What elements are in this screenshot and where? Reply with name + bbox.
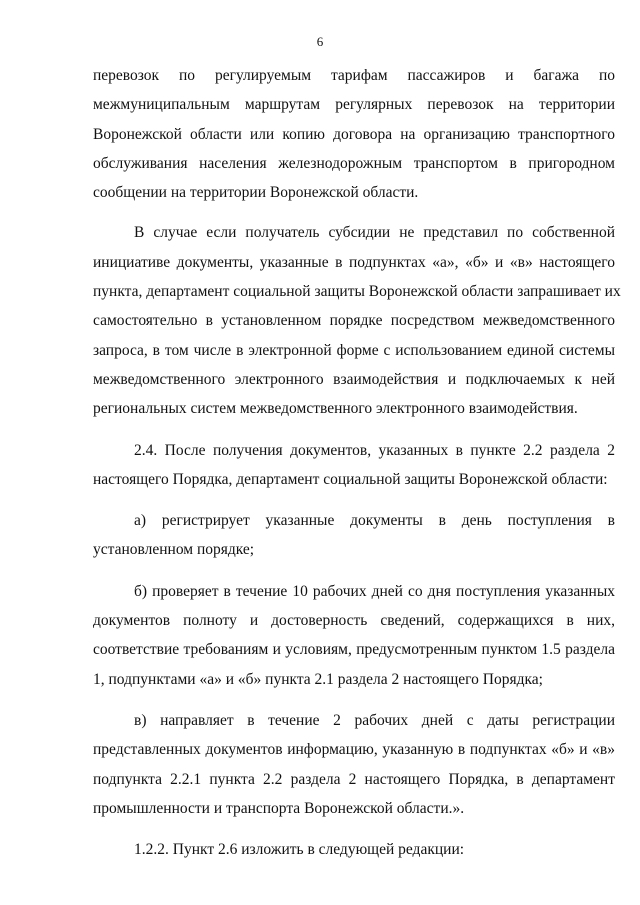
text-line: перевозок по регулируемым тарифам пассажиров и багажа по [93, 67, 615, 84]
paragraph-subclause-v [93, 706, 615, 823]
text-line: промышленности и транспорта Воронежской области.». [93, 799, 465, 817]
text-line: межведомственного электронного взаимодействия и подключаемых к ней [93, 370, 615, 388]
paragraph-clause-1-2-2 [93, 835, 615, 864]
text-line: установленном порядке; [93, 541, 255, 559]
text-line: документов полноту и достоверность сведений, содержащихся в них, [93, 612, 615, 630]
paragraph-continuation [93, 61, 615, 207]
text-line: а) регистрирует указанные документы в день поступления в [134, 512, 615, 530]
text-line: региональных систем межведомственного электронного взаимодействия. [93, 400, 578, 418]
text-line: самостоятельно в установленном порядке посредством межведомственного [93, 312, 615, 330]
text-line: 2.4. После получения документов, указанных в пункте 2.2 раздела 2 [134, 441, 615, 459]
paragraph-clause-2-4 [93, 436, 615, 495]
page-number: 6 [316, 34, 324, 49]
text-line: инициативе документы, указанные в подпунктах «а», «б» и «в» настоящего [93, 253, 615, 271]
document-body [93, 61, 621, 864]
text-line: сообщении на территории Воронежской области. [93, 184, 419, 202]
text-line: 1.2.2. Пункт 2.6 изложить в следующей редакции: [134, 841, 465, 859]
text-line: в) направляет в течение 2 рабочих дней с даты регистрации [134, 711, 615, 729]
text-line: межмуниципальным маршрутам регулярных перевозок на территории [93, 96, 615, 114]
text-line: пункта, департамент социальной защиты Воронежской области запрашивает их [93, 283, 621, 301]
text-line: представленных документов информацию, указанную в подпунктах «б» и «в» [93, 741, 615, 759]
text-line: В случае если получатель субсидии не представил по собственной [134, 224, 615, 242]
paragraph-subclause-a [93, 506, 615, 565]
text-line: подпункта 2.2.1 пункта 2.2 раздела 2 настоящего Порядка, в департамент [93, 770, 615, 788]
text-line: 1, подпунктами «а» и «б» пункта 2.1 раздела 2 настоящего Порядка; [93, 670, 543, 688]
paragraph-interagency-request [93, 218, 621, 423]
text-line: настоящего Порядка, департамент социальной защиты Воронежской области: [93, 470, 608, 488]
text-line: б) проверяет в течение 10 рабочих дней со дня поступления указанных [134, 582, 615, 600]
text-line: Воронежской области или копию договора на организацию транспортного [93, 125, 615, 143]
text-line: запроса, в том числе в электронной форме с использованием единой системы [93, 341, 615, 359]
text-line: обслуживания населения железнодорожным транспортом в пригородном [93, 154, 615, 172]
text-line: соответствие требованиям и условиям, предусмотренным пунктом 1.5 раздела [93, 641, 615, 659]
paragraph-subclause-b [93, 577, 615, 694]
